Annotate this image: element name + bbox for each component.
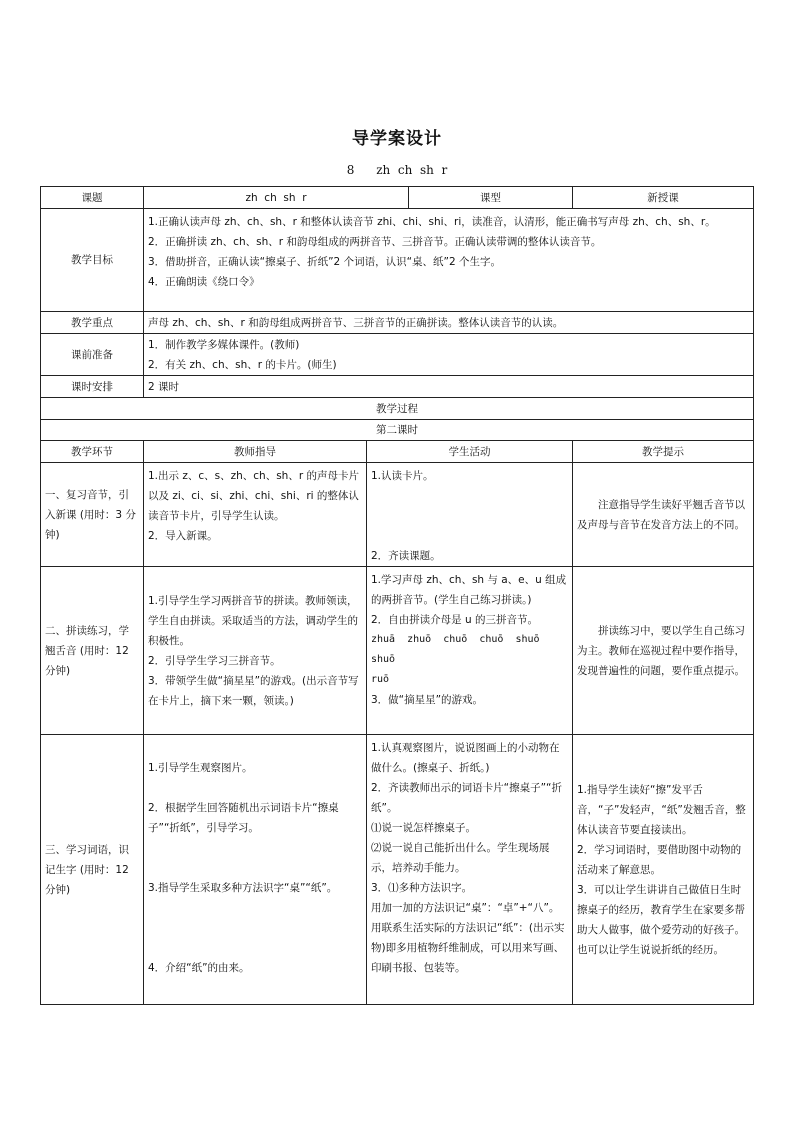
header-student: 学生活动 [367, 441, 573, 463]
header-tips: 教学提示 [573, 441, 754, 463]
tips-item: 1.指导学生读好“擦”发平舌音，“子”发轻声，“纸”发翘舌音，整体认读音节要直接读出。 [577, 783, 746, 836]
student-cell [367, 463, 573, 567]
tips-item: 2．学习词语时，要借助图中动物的活动来了解意思。 [577, 843, 742, 876]
goals-row [41, 209, 754, 312]
lesson-title: zh ch sh r [376, 163, 448, 177]
tips-item: 注意指导学生读好平翘舌音节以及声母与音节在发音方法上的不同。 [577, 498, 745, 531]
teacher-item: 3.指导学生采取多种方法识字“桌”“纸”。 [148, 882, 338, 894]
teacher-cell [144, 463, 367, 567]
prep-item: 2．有关 zh、ch、sh、r 的卡片。(师生) [148, 358, 337, 371]
lesson-plan-table [40, 186, 754, 1005]
process-row [41, 735, 754, 1005]
goals-label: 教学目标 [41, 209, 144, 312]
goals-content [144, 209, 754, 312]
spacer [148, 738, 362, 758]
key-value: 声母 zh、ch、sh、r 和韵母组成两拼音节、三拼音节的正确拼读。整体认读音节的认读。 [144, 312, 754, 334]
prep-row [41, 334, 754, 376]
student-cell [367, 567, 573, 735]
type-value: 新授课 [573, 187, 754, 209]
key-label: 教学重点 [41, 312, 144, 334]
prep-label: 课前准备 [41, 334, 144, 376]
tips-item: 拼读练习中，要以学生自己练习为主。教师在巡视过程中要作指导，发现普遍性的问题，要作重点提示。 [577, 624, 745, 677]
pinyin-line: ruō [371, 674, 390, 685]
header-stage: 教学环节 [41, 441, 144, 463]
student-item: 1.学习声母 zh、ch、sh 与 a、e、u 组成的两拼音节。(学生自己练习拼读。) [371, 574, 567, 606]
process-row [41, 567, 754, 735]
tips-cell [573, 567, 754, 735]
hours-row [41, 376, 754, 398]
teacher-cell [144, 567, 367, 735]
process-header-row [41, 441, 754, 463]
process-title-row [41, 398, 754, 420]
teacher-item: 2．根据学生回答随机出示词语卡片“擦桌子”“折纸”，引导学习。 [148, 802, 339, 834]
student-item: 1.认读卡片。 [371, 470, 434, 482]
topic-row [41, 187, 754, 209]
student-cell [367, 735, 573, 1005]
teacher-item: 3．带领学生做“摘星星”的游戏。(出示音节写在卡片上，摘下来一颗，领读。) [148, 674, 359, 707]
spacer [148, 898, 362, 958]
student-item: 3．做“摘星星”的游戏。 [371, 694, 484, 706]
key-row [41, 312, 754, 334]
student-item: 用联系生活实际的方法识记“纸”：(出示实物)即多用植物纤维制成，可以用来写画、印刷书报、包装等。 [371, 922, 565, 974]
teacher-item: 2．引导学生学习三拼音节。 [148, 654, 281, 667]
pinyin-line: zhuā zhuō chuō chuō shuō [371, 634, 540, 645]
student-item: 2．齐读课题。 [371, 550, 441, 562]
stage-cell: 三、学习词语，识记生字 (用时：12 分钟) [41, 735, 144, 1005]
teacher-item: 4．介绍“纸”的由来。 [148, 962, 250, 974]
spacer [148, 838, 362, 878]
teacher-item: 1.出示 z、c、s、zh、ch、sh、r 的声母卡片以及 zi、ci、si、zhi、chi、shi、ri 的整体认读音节卡片，引导学生认读。 [148, 470, 359, 522]
prep-content [144, 334, 754, 376]
tips-cell [573, 735, 754, 1005]
process-title: 教学过程 [41, 398, 754, 420]
teacher-item: 2．导入新课。 [148, 530, 218, 542]
type-label: 课型 [409, 187, 573, 209]
spacer [371, 486, 568, 546]
tips-cell [573, 463, 754, 567]
goal-item: 4．正确朗读《绕口令》 [148, 276, 260, 288]
period-title: 第二课时 [41, 420, 754, 441]
pinyin-line: shuō [371, 654, 396, 665]
student-item: 2．齐读教师出示的词语卡片“擦桌子”“折纸”。 [371, 782, 562, 814]
goal-item: 1.正确认读声母 zh、ch、sh、r 和整体认读音节 zhi、chi、shi、ri，读准音，认清形，能正确书写声母 zh、ch、sh、r。 [148, 216, 716, 228]
stage-cell: 一、复习音节，引入新课 (用时：3 分钟) [41, 463, 144, 567]
lesson-number: 8 [346, 163, 355, 177]
student-item: ⑵说一说自己能折出什么。学生现场展示，培养动手能力。 [371, 842, 550, 874]
process-row [41, 463, 754, 567]
teacher-cell [144, 735, 367, 1005]
teacher-item: 1.引导学生观察图片。 [148, 762, 253, 774]
lesson-subtitle [0, 163, 794, 177]
teacher-item: 1.引导学生学习两拼音节的拼读。教师领读，学生自由拼读。采取适当的方法，调动学生的积极性。 [148, 594, 358, 647]
period-title-row [41, 420, 754, 441]
header-teacher: 教师指导 [144, 441, 367, 463]
page-title: 导学案设计 [352, 129, 442, 149]
student-item: 2．自由拼读介母是 u 的三拼音节。 [371, 614, 539, 626]
student-item: ⑴说一说怎样擦桌子。 [371, 822, 476, 834]
prep-item: 1．制作教学多媒体课件。(教师) [148, 338, 300, 351]
spacer [148, 778, 362, 798]
stage-cell: 二、拼读练习，学翘舌音 (用时：12 分钟) [41, 567, 144, 735]
hours-label: 课时安排 [41, 376, 144, 398]
goal-item: 2．正确拼读 zh、ch、sh、r 和韵母组成的两拼音节、三拼音节。正确认读带调的整体认读音节。 [148, 236, 602, 248]
topic-label: 课题 [41, 187, 144, 209]
hours-value: 2 课时 [144, 376, 754, 398]
topic-value: zh ch sh r [144, 187, 409, 209]
student-item: 用加一加的方法识记“桌”：“卓”+“八”。 [371, 902, 560, 914]
student-item: 3．⑴多种方法识字。 [371, 882, 473, 894]
tips-item: 3．可以让学生讲讲自己做值日生时擦桌子的经历，教育学生在家要多帮助大人做事，做个爱劳动的好孩子。也可以让学生说说折纸的经历。 [577, 883, 745, 956]
student-item: 1.认真观察图片，说说图画上的小动物在做什么。(擦桌子、折纸。) [371, 742, 560, 774]
goal-item: 3．借助拼音，正确认读“擦桌子、折纸”2 个词语，认识“桌、纸”2 个生字。 [148, 256, 501, 268]
